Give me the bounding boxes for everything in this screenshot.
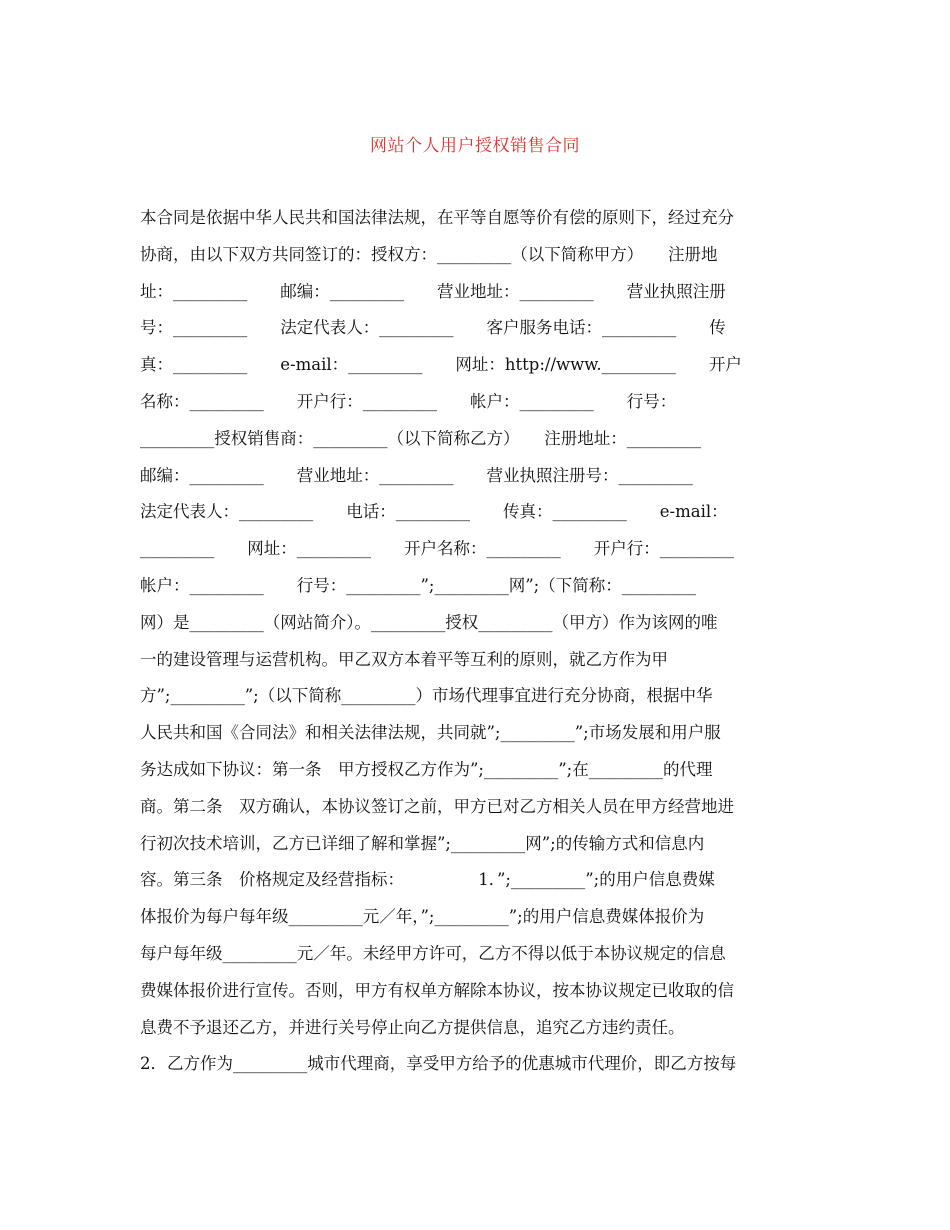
document-body [140, 200, 820, 1083]
body-line: 息费不予退还乙方，并进行关号停止向乙方提供信息，追究乙方违约责任。 [140, 1017, 685, 1037]
body-line: 商。第二条 双方确认，本协议签订之前，甲方已对乙方相关人员在甲方经营地进 [140, 796, 734, 816]
body-line: 协商，由以下双方共同签订的：授权方：_________（以下简称甲方） 注册地 [140, 244, 718, 264]
body-line: 体报价为每户每年级_________元／年，”;_________”;的用户信息费媒体报价为 [140, 907, 705, 927]
body-line: 本合同是依据中华人民共和国法律法规，在平等自愿等价有偿的原则下，经过充分 [140, 208, 734, 227]
body-line: _________授权销售商：_________（以下简称乙方） 注册地址：_________ [140, 428, 701, 448]
body-line: 真：_________ e-mail：_________ 网址：http://www._________ 开户 [140, 355, 742, 375]
body-line: 法定代表人：_________ 电话：_________ 传真：_________ e-mail： [140, 502, 728, 522]
body-line: 帐户：_________ 行号：_________”;_________网”;（下简称：_________ [140, 575, 696, 595]
body-line: 名称：_________ 开户行：_________ 帐户：_________ 行号： [140, 391, 677, 411]
body-line: 方”;_________”;（以下简称_________）市场代理事宜进行充分协商，根据中华 [140, 686, 713, 706]
body-line: 号：_________ 法定代表人：_________ 客户服务电话：_________ 传 [140, 318, 726, 338]
body-line: 行初次技术培训，乙方已详细了解和掌握”;_________网”;的传输方式和信息内 [140, 833, 705, 853]
body-line: 每户每年级_________元／年。未经甲方许可，乙方不得以低于本协议规定的信息 [140, 943, 726, 963]
body-line: 2．乙方作为_________城市代理商，享受甲方给予的优惠城市代理价，即乙方按每 [140, 1054, 737, 1074]
body-line: 容。第三条 价格规定及经营指标： 1．”;_________”;的用户信息费媒 [140, 870, 715, 890]
body-line: 一的建设管理与运营机构。甲乙双方本着平等互利的原则，就乙方作为甲 [140, 649, 668, 669]
body-line: 邮编：_________ 营业地址：_________ 营业执照注册号：_________ [140, 465, 693, 485]
body-line: 址：_________ 邮编：_________ 营业地址：_________ 营业执照注册 [140, 281, 726, 301]
body-line: 费媒体报价进行宣传。否则，甲方有权单方解除本协议，按本协议规定已收取的信 [140, 980, 734, 1000]
body-line: 务达成如下协议：第一条 甲方授权乙方作为”;_________”;在_________的代理 [140, 759, 713, 779]
document-title: 网站个人用户授权销售合同 [370, 136, 580, 156]
body-line: _________ 网址：_________ 开户名称：_________ 开户行：_________ [140, 539, 734, 559]
body-line: 网）是_________（网站简介）。_________授权_________（甲方）作为该网的唯 [140, 612, 718, 632]
body-line: 人民共和国《合同法》和相关法律法规，共同就”;_________”;市场发展和用户服 [140, 723, 721, 743]
